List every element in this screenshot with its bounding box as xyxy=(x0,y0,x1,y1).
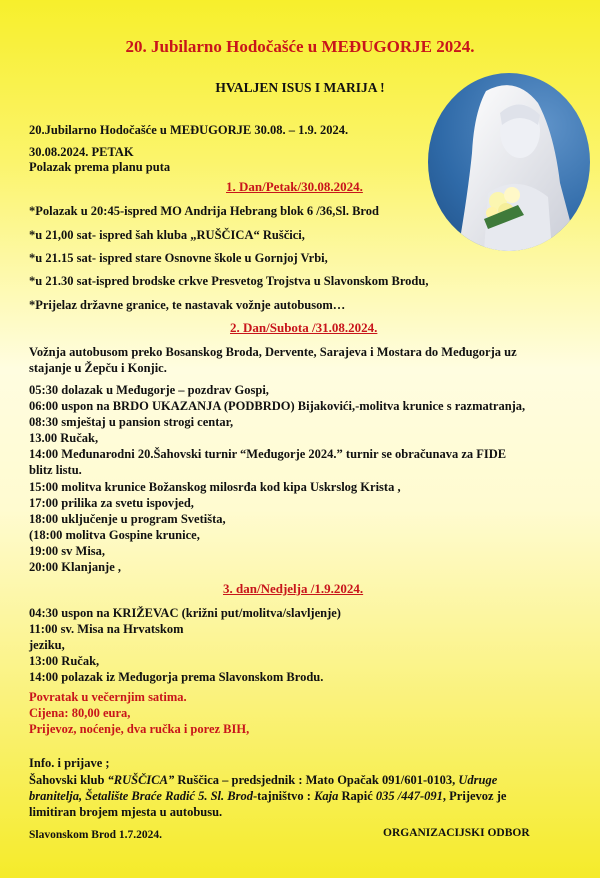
day1-item: *Prijelaz državne granice, te nastavak vožnje autobusom… xyxy=(29,298,346,312)
organizing-committee: ORGANIZACIJSKI ODBOR xyxy=(383,827,530,839)
day2-item: blitz listu. xyxy=(29,463,82,477)
includes-note: Prijevoz, noćenje, dva ručka i porez BIH, xyxy=(29,722,250,736)
price: Cijena: 80,00 eura, xyxy=(29,706,131,720)
day2-item: 08:30 smještaj u pansion strogi centar, xyxy=(29,415,234,429)
intro-plan: Polazak prema planu puta xyxy=(29,160,171,174)
day2-intro-1: Vožnja autobusom preko Bosanskog Broda, Dervente, Sarajeva i Mostara do Međugorja uz xyxy=(29,345,517,359)
return-note: Povratak u večernjim satima. xyxy=(29,690,187,704)
day1-item: *Polazak u 20:45-ispred MO Andrija Hebrang blok 6 /36,Sl. Brod xyxy=(29,204,379,218)
day1-item: *u 21.15 sat- ispred stare Osnovne škole u Gornjoj Vrbi, xyxy=(29,251,328,265)
day1-item: *u 21,00 sat- ispred šah kluba „RUŠČICA“ Ruščici, xyxy=(29,228,305,242)
intro-date: 30.08.2024. PETAK xyxy=(29,145,134,159)
day3-item: 04:30 uspon na KRIŽEVAC (križni put/molitva/slavljenje) xyxy=(29,606,341,620)
intro-line-1: 20.Jubilarno Hodočašće u MEĐUGORJE 30.08. – 1.9. 2024. xyxy=(29,123,349,137)
day2-intro-2: stajanje u Žepču i Konjic. xyxy=(29,361,167,375)
day2-item: 13.00 Ručak, xyxy=(29,431,99,445)
day1-item: *u 21.30 sat-ispred brodske crkve Presvetog Trojstva u Slavonskom Brodu, xyxy=(29,274,429,288)
day3-item: jeziku, xyxy=(29,638,65,652)
day3-item: 13:00 Ručak, xyxy=(29,654,100,668)
day2-item: 18:00 uključenje u program Svetišta, xyxy=(29,512,226,526)
greeting: HVALJEN ISUS I MARIJA ! xyxy=(215,80,385,95)
day3-item: 14:00 polazak iz Međugorja prema Slavonskom Brodu. xyxy=(29,670,324,684)
madonna-statue-photo xyxy=(428,73,590,251)
day2-item: (18:00 molitva Gospine krunice, xyxy=(29,528,200,542)
place-date: Slavonskom Brod 1.7.2024. xyxy=(29,829,163,841)
info-line-1: Šahovski klub “RUŠČICA” Ruščica – predsjednik : Mato Opačak 091/601-0103, Udruge xyxy=(29,773,498,787)
day2-item: 14:00 Međunarodni 20.Šahovski turnir “Međugorje 2024.” turnir se obračunava za FIDE xyxy=(29,447,507,461)
day2-item: 19:00 sv Misa, xyxy=(29,544,106,558)
info-label: Info. i prijave ; xyxy=(29,756,110,770)
day2-item: 15:00 molitva krunice Božanskog milosrđa kod kipa Uskrslog Krista , xyxy=(29,480,401,494)
day1-heading: 1. Dan/Petak/30.08.2024. xyxy=(226,179,363,194)
day2-item: 17:00 prilika za svetu ispovjed, xyxy=(29,496,194,510)
info-line-3: limitiran brojem mjesta u autobusu. xyxy=(29,805,223,819)
info-line-2: branitelja, Šetalište Braće Radić 5. Sl. Brod-tajništvo : Kaja Rapić 035 /447-091, Prijevoz je xyxy=(29,789,507,803)
day2-heading: 2. Dan/Subota /31.08.2024. xyxy=(230,320,378,335)
day2-item: 06:00 uspon na BRDO UKAZANJA (PODBRDO) Bijakovići,-molitva krunice s razmatranja, xyxy=(29,399,526,413)
page-title: 20. Jubilarno Hodočašće u MEĐUGORJE 2024. xyxy=(125,37,475,56)
day2-item: 20:00 Klanjanje , xyxy=(29,560,122,574)
day2-item: 05:30 dolazak u Međugorje – pozdrav Gospi, xyxy=(29,383,269,397)
day3-item: 11:00 sv. Misa na Hrvatskom xyxy=(29,622,184,636)
day3-heading: 3. dan/Nedjelja /1.9.2024. xyxy=(223,581,364,596)
